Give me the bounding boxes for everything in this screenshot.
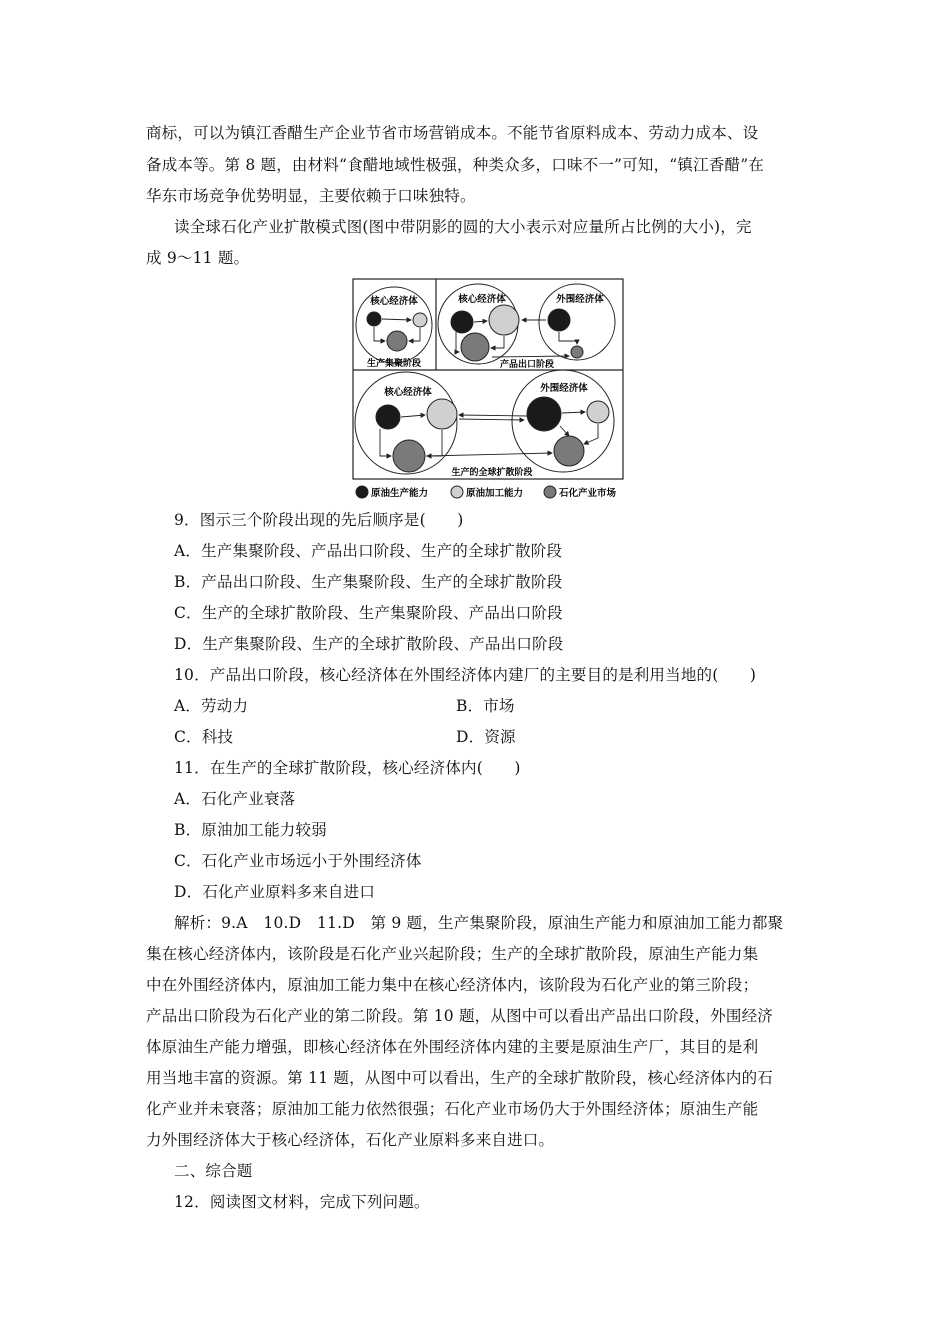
legend-crude-processing: 原油加工能力 bbox=[466, 488, 524, 499]
analysis-line: 体原油生产能力增强，即核心经济体在外围经济体内建的主要是原油生产厂，其目的是利 bbox=[146, 1038, 759, 1056]
panel1-stage-label: 生产集聚阶段 bbox=[366, 359, 422, 369]
question-9-stem: 9．图示三个阶段出现的先后顺序是( ) bbox=[174, 511, 464, 529]
question-10-option-d: D．资源 bbox=[456, 728, 516, 746]
panel3-core-label: 核心经济体 bbox=[384, 387, 432, 398]
question-11-option-b: B．原油加工能力较弱 bbox=[174, 821, 327, 839]
question-10-stem: 10．产品出口阶段，核心经济体在外围经济体内建厂的主要目的是利用当地的( ) bbox=[174, 666, 757, 684]
analysis-line: 力外围经济体大于核心经济体，石化产业原料多来自进口。 bbox=[146, 1131, 555, 1149]
crude-processing-circle bbox=[413, 313, 427, 327]
text-line: 读全球石化产业扩散模式图(图中带阴影的圆的大小表示对应量所占比例的大小)，完 bbox=[174, 218, 752, 236]
panel2-stage-label: 产品出口阶段 bbox=[499, 360, 555, 370]
question-11-stem: 11．在生产的全球扩散阶段，核心经济体内( ) bbox=[174, 759, 521, 777]
market-circle bbox=[387, 331, 407, 351]
panel3-periphery-label: 外围经济体 bbox=[540, 383, 588, 394]
question-9-option-b: B．产品出口阶段、生产集聚阶段、生产的全球扩散阶段 bbox=[174, 573, 563, 591]
question-9-option-a: A．生产集聚阶段、产品出口阶段、生产的全球扩散阶段 bbox=[174, 542, 563, 560]
panel2-periphery-label: 外围经济体 bbox=[556, 294, 604, 305]
panel2-core-label: 核心经济体 bbox=[458, 294, 506, 305]
question-9-option-c: C．生产的全球扩散阶段、生产集聚阶段、产品出口阶段 bbox=[174, 604, 563, 622]
question-11-option-c: C．石化产业市场远小于外围经济体 bbox=[174, 852, 422, 870]
question-9-option-d: D．生产集聚阶段、生产的全球扩散阶段、产品出口阶段 bbox=[174, 635, 564, 653]
panel3-stage-label: 生产的全球扩散阶段 bbox=[451, 468, 533, 478]
text-line: 华东市场竞争优势明显，主要依赖于口味独特。 bbox=[146, 187, 476, 205]
text-line: 商标，可以为镇江香醋生产企业节省市场营销成本。不能节省原料成本、劳动力成本、设 bbox=[146, 124, 759, 142]
petrochemical-diffusion-figure bbox=[352, 278, 634, 502]
panel1-region-label: 核心经济体 bbox=[370, 296, 418, 307]
analysis-line: 产品出口阶段为石化产业的第二阶段。第 10 题，从图中可以看出产品出口阶段，外围经济 bbox=[146, 1007, 773, 1025]
crude-production-circle bbox=[367, 312, 381, 326]
analysis-line: 化产业并未衰落；原油加工能力依然很强；石化产业市场仍大于外围经济体；原油生产能 bbox=[146, 1100, 759, 1118]
question-10-option-a: A．劳动力 bbox=[174, 697, 249, 715]
section-heading: 二、综合题 bbox=[174, 1162, 253, 1180]
analysis-line: 用当地丰富的资源。第 11 题，从图中可以看出，生产的全球扩散阶段，核心经济体内的石 bbox=[146, 1069, 773, 1087]
legend-crude-production: 原油生产能力 bbox=[371, 488, 429, 499]
analysis-line: 中在外围经济体内，原油加工能力集中在核心经济体内，该阶段为石化产业的第三阶段； bbox=[146, 976, 759, 994]
question-10-option-b: B．市场 bbox=[456, 697, 515, 715]
legend-market: 石化产业市场 bbox=[559, 488, 617, 499]
question-12-stem: 12．阅读图文材料，完成下列问题。 bbox=[174, 1193, 430, 1211]
analysis-line: 解析：9.A 10.D 11.D 第 9 题，生产集聚阶段，原油生产能力和原油加工能力都聚 bbox=[174, 914, 784, 932]
question-11-option-d: D．石化产业原料多来自进口 bbox=[174, 883, 376, 901]
analysis-line: 集在核心经济体内，该阶段是石化产业兴起阶段；生产的全球扩散阶段，原油生产能力集 bbox=[146, 945, 759, 963]
question-10-option-c: C．科技 bbox=[174, 728, 234, 746]
question-11-option-a: A．石化产业衰落 bbox=[174, 790, 296, 808]
text-line: 备成本等。第 8 题，由材料“食醋地域性极强，种类众多，口味不一”可知，“镇江香醋”在 bbox=[146, 156, 765, 174]
text-line: 成 9～11 题。 bbox=[146, 249, 250, 267]
